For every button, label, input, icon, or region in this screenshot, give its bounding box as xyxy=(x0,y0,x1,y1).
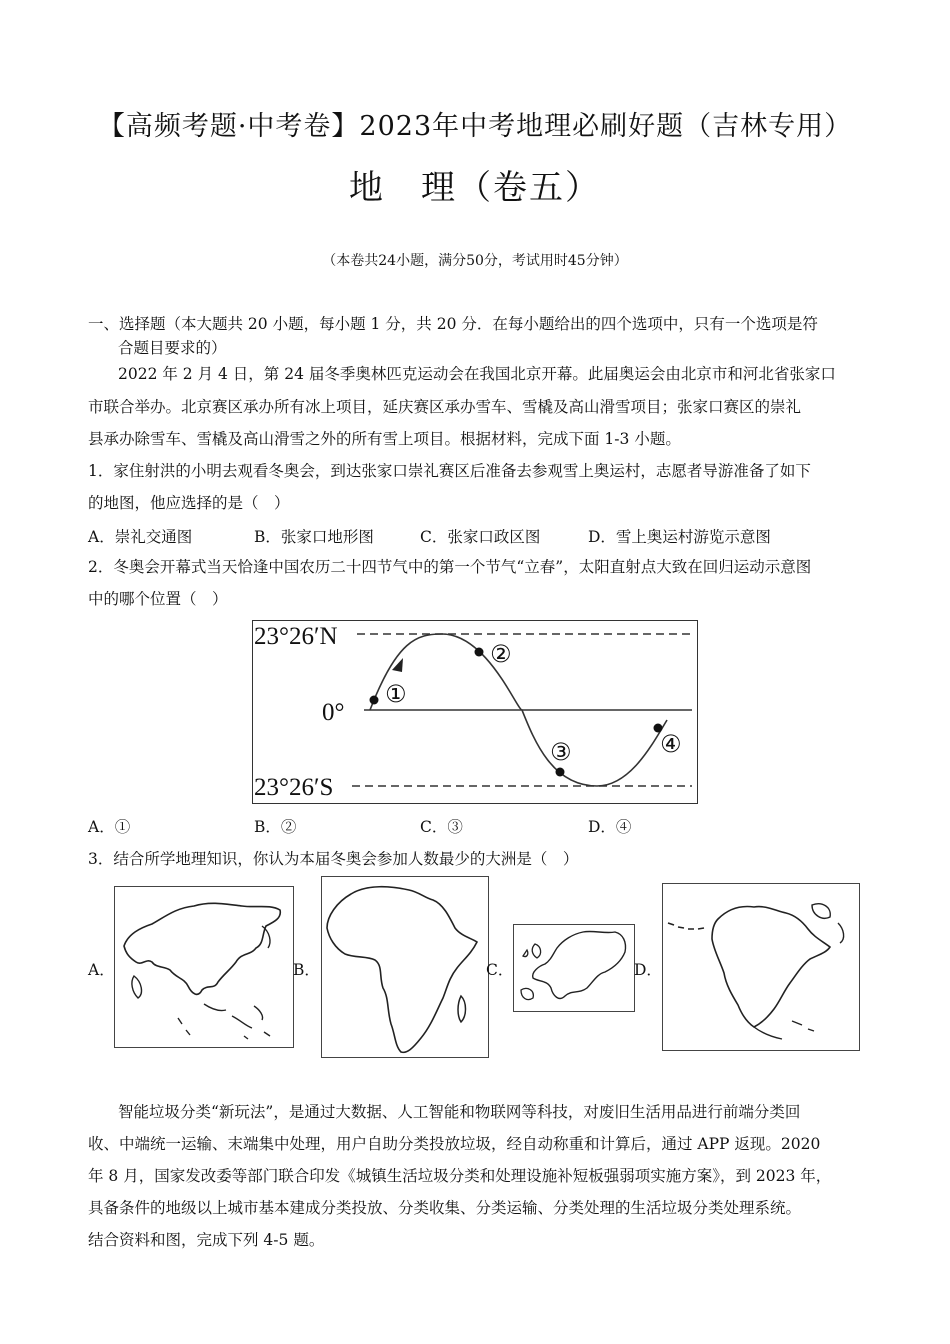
africa-map[interactable] xyxy=(321,876,489,1058)
question-3-stem: 3．结合所学地理知识，你认为本届冬奥会参加人数最少的大洲是（ ） xyxy=(88,850,579,868)
passage2-line: 年 8 月，国家发改委等部门联合印发《城镇生活垃圾分类和处理设施补短板强弱项实施方案》，到 2023 年， xyxy=(88,1167,832,1185)
question-1-stem-cont: 的地图，他应选择的是（ ） xyxy=(88,494,290,512)
south-tropic-label: 23°26′S xyxy=(254,774,334,801)
passage2-line: 收、中端统一运输、末端集中处理，用户自助分类投放垃圾，经自动称重和计算后，通过 APP 返现。2020 xyxy=(88,1135,821,1153)
europe-map[interactable] xyxy=(513,924,635,1012)
north-america-map[interactable] xyxy=(662,883,860,1051)
passage2-line: 具备条件的地级以上城市基本建成分类投放、分类收集、分类运输、分类处理的生活垃圾分类处理系统。 xyxy=(88,1199,802,1217)
point-3 xyxy=(556,768,565,777)
subsolar-point-diagram xyxy=(252,620,698,804)
marker-4: ④ xyxy=(660,730,682,758)
equator-label: 0° xyxy=(322,699,345,726)
passage2-line: 智能垃圾分类“新玩法”，是通过大数据、人工智能和物联网等科技，对废旧生活用品进行前端分类回 xyxy=(118,1103,801,1121)
q3-option-a-label[interactable]: A． xyxy=(88,961,115,979)
question-2-stem: 2．冬奥会开幕式当天恰逢中国农历二十四节气中的第一个节气“立春”，太阳直射点大致在回归运动示意图 xyxy=(88,558,812,576)
point-1 xyxy=(370,696,379,705)
q1-option-c[interactable]: C．张家口政区图 xyxy=(420,528,541,546)
north-tropic-label: 23°26′N xyxy=(254,623,338,650)
asia-map[interactable] xyxy=(114,886,294,1048)
q3-option-b-label[interactable]: B． xyxy=(293,961,320,979)
section-heading-line2: 合题目要求的） xyxy=(118,339,227,357)
q1-option-d[interactable]: D．雪上奥运村游览示意图 xyxy=(588,528,771,546)
passage1-line: 县承办除雪车、雪橇及高山滑雪之外的所有雪上项目。根据材料，完成下面 1-3 小题。 xyxy=(88,430,681,448)
q2-option-b[interactable]: B．② xyxy=(254,818,297,836)
passage1-line: 市联合举办。北京赛区承办所有冰上项目，延庆赛区承办雪车、雪橇及高山滑雪项目；张家口赛区的崇礼 xyxy=(88,398,802,416)
q3-option-c-label[interactable]: C． xyxy=(486,961,514,979)
marker-2: ② xyxy=(490,640,512,668)
q1-option-b[interactable]: B．张家口地形图 xyxy=(254,528,374,546)
q2-option-c[interactable]: C．③ xyxy=(420,818,463,836)
marker-1: ① xyxy=(385,680,407,708)
q2-option-d[interactable]: D．④ xyxy=(588,818,632,836)
point-2 xyxy=(475,648,484,657)
q1-option-a[interactable]: A．崇礼交通图 xyxy=(88,528,193,546)
exam-title: 【高频考题·中考卷】2023年中考地理必刷好题（吉林专用） xyxy=(97,111,853,142)
passage1-line: 2022 年 2 月 4 日，第 24 届冬季奥林匹克运动会在我国北京开幕。此届奥运会由北京市和河北省张家口 xyxy=(118,365,836,383)
exam-note: （本卷共24小题，满分50分，考试用时45分钟） xyxy=(322,253,628,269)
marker-3: ③ xyxy=(550,738,572,766)
section-heading-line1: 一、选择题（本大题共 20 小题，每小题 1 分，共 20 分．在每小题给出的四个选项中，只有一个选项是符 xyxy=(88,315,818,333)
passage2-line: 结合资料和图，完成下列 4-5 题。 xyxy=(88,1231,325,1249)
q2-option-a[interactable]: A．① xyxy=(88,818,131,836)
exam-subtitle: 地 理（卷五） xyxy=(349,168,601,208)
question-2-stem-cont: 中的哪个位置（ ） xyxy=(88,590,228,608)
question-1-stem: 1．家住射洪的小明去观看冬奥会，到达张家口崇礼赛区后准备去参观雪上奥运村，志愿者导游准备了如下 xyxy=(88,462,811,480)
q3-option-d-label[interactable]: D． xyxy=(634,961,662,979)
